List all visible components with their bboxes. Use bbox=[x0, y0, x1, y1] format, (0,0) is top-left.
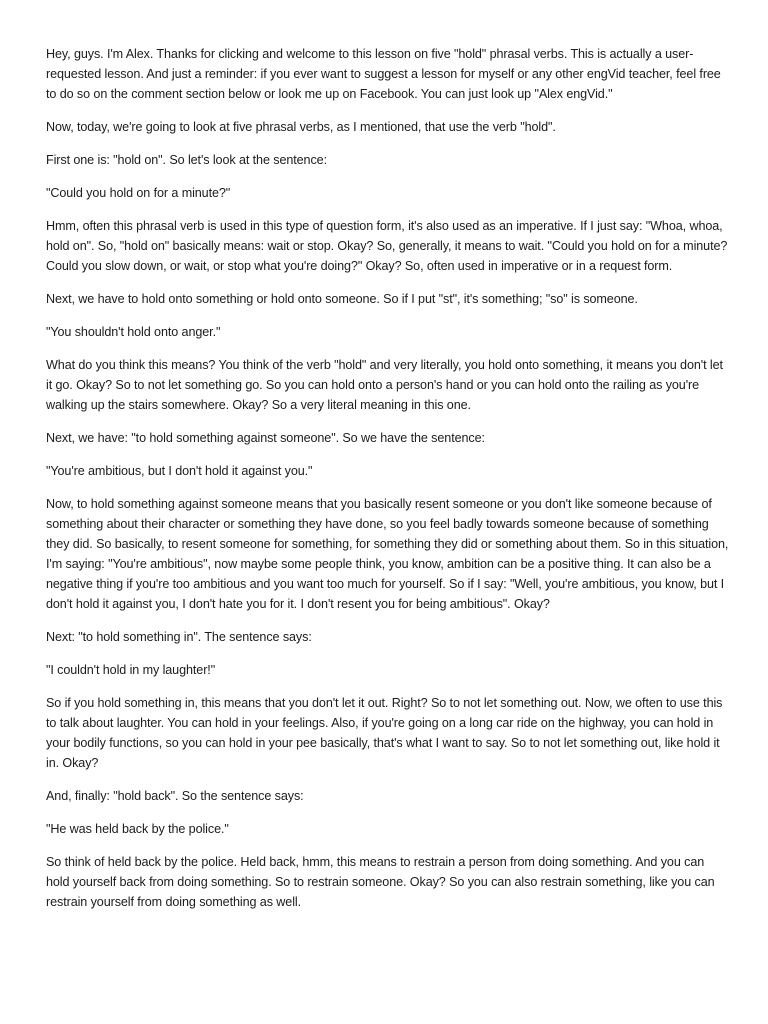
document-page bbox=[46, 44, 730, 925]
paragraph-overview: Now, today, we're going to look at five phrasal verbs, as I mentioned, that use the verb "hold". bbox=[46, 120, 556, 134]
paragraph-intro: Hey, guys. I'm Alex. Thanks for clicking and welcome to this lesson on five "hold" phrasal verbs. This is actually a user-requested lesson. And just a reminder: if you ever want to suggest a lesson for myself or any other engVid teacher, feel free to do so on the comment section below or look me up on Facebook. You can just look up "Alex engVid." bbox=[46, 47, 721, 101]
example-sentence-hold-back: "He was held back by the police." bbox=[46, 822, 229, 836]
example-sentence-hold-against: "You're ambitious, but I don't hold it against you." bbox=[46, 464, 313, 478]
paragraph-hold-on-explanation: Hmm, often this phrasal verb is used in this type of question form, it's also used as an imperative. If I just say: "Whoa, whoa, hold on". So, "hold on" basically means: wait or stop. Okay? So, generally, it means to wait. "Could you hold on for a minute? Could you slow down, or wait, or stop what you're doing?" Okay? So, often used in imperative or in a request form. bbox=[46, 219, 728, 273]
paragraph-hold-back-explanation: So think of held back by the police. Held back, hmm, this means to restrain a person from doing something. And you can hold yourself back from doing something. So to restrain someone. Okay? So you can also restrain something, like you can restrain yourself from doing something as well. bbox=[46, 855, 715, 909]
paragraph-hold-against-explanation: Now, to hold something against someone means that you basically resent someone or you don't like someone because of something about their character or something they have done, so you feel badly towards someone because of something they did. So basically, to resent someone for something, for something they did or something about them. So in this situation, I'm saying: "You're ambitious", now maybe some people think, you know, ambition can be a positive thing. It can also be a negative thing if you're too ambitious and you want too much for yourself. So if I say: "Well, you're ambitious, you know, but I don't hold it against you, I don't hate you for it. I don't resent you for being ambitious". Okay? bbox=[46, 497, 729, 611]
paragraph-hold-against-intro: Next, we have: "to hold something against someone". So we have the sentence: bbox=[46, 431, 485, 445]
example-sentence-hold-in: "I couldn't hold in my laughter!" bbox=[46, 663, 216, 677]
paragraph-hold-on-intro: First one is: "hold on". So let's look at the sentence: bbox=[46, 153, 327, 167]
example-sentence-hold-on: "Could you hold on for a minute?" bbox=[46, 186, 231, 200]
paragraph-hold-onto-explanation: What do you think this means? You think of the verb "hold" and very literally, you hold onto something, it means you don't let it go. Okay? So to not let something go. So you can hold onto a person's hand or you can hold onto the railing as you're walking up the stairs somewhere. Okay? So a very literal meaning in this one. bbox=[46, 358, 723, 412]
example-sentence-hold-onto: "You shouldn't hold onto anger." bbox=[46, 325, 221, 339]
paragraph-hold-in-intro: Next: "to hold something in". The sentence says: bbox=[46, 630, 312, 644]
paragraph-hold-back-intro: And, finally: "hold back". So the sentence says: bbox=[46, 789, 304, 803]
paragraph-hold-in-explanation: So if you hold something in, this means that you don't let it out. Right? So to not let something out. Now, we often to use this to talk about laughter. You can hold in your feelings. Also, if you're going on a long car ride on the highway, you can hold in your bodily functions, so you can hold in your pee basically, that's what I want to say. So to not let something out, like hold it in. Okay? bbox=[46, 696, 723, 770]
paragraph-hold-onto-intro: Next, we have to hold onto something or hold onto someone. So if I put "st", it's something; "so" is someone. bbox=[46, 292, 638, 306]
